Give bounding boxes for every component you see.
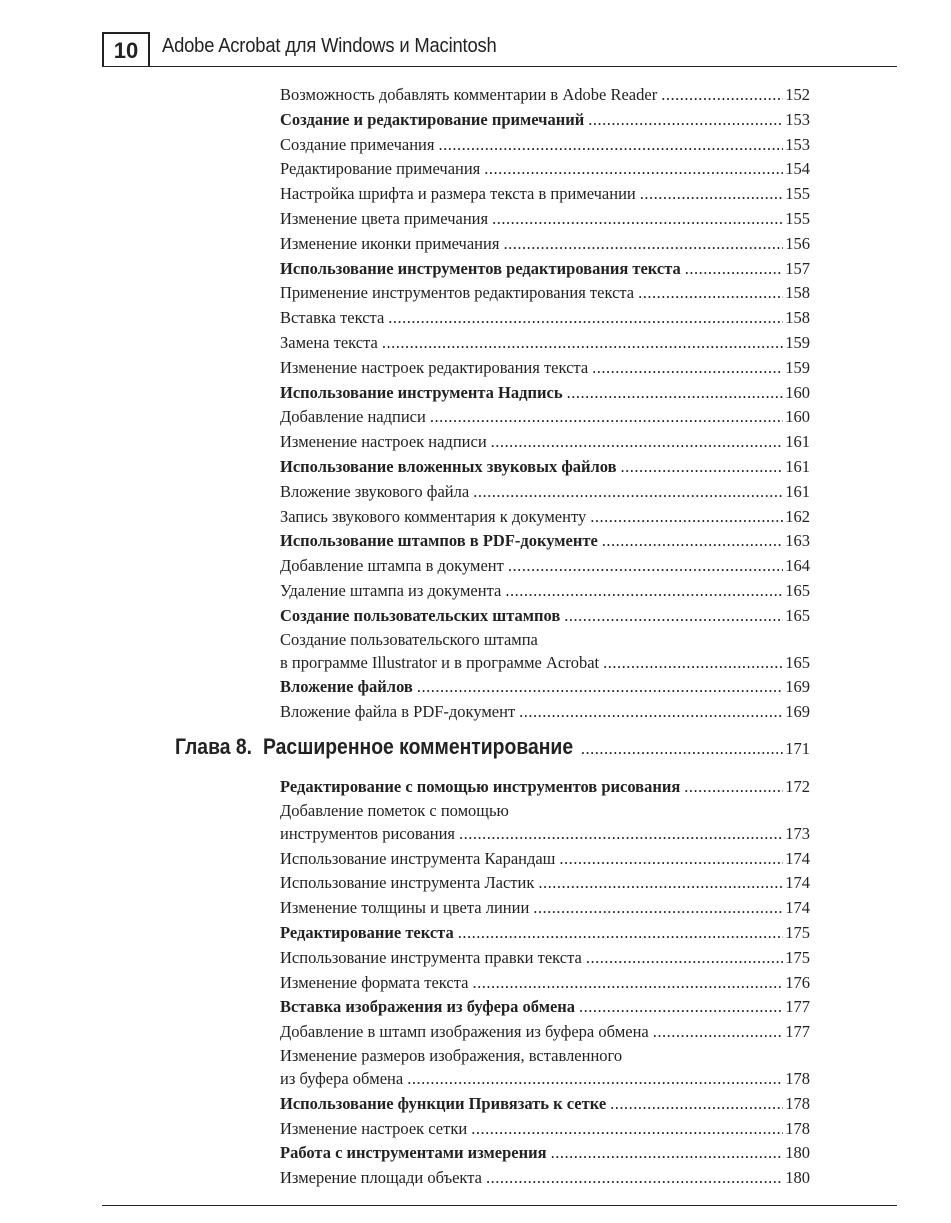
entry-page-number: 169 bbox=[785, 702, 810, 722]
entry-page-number: 165 bbox=[785, 652, 810, 672]
entry-title-line1: Создание пользовательского штампа bbox=[280, 629, 538, 649]
leader-dots bbox=[685, 257, 783, 282]
toc-section-entry bbox=[280, 604, 810, 629]
entry-title: Работа с инструментами измерения bbox=[280, 1143, 547, 1163]
entry-page-number: 159 bbox=[785, 357, 810, 377]
entry-page-number: 174 bbox=[785, 848, 810, 868]
toc-section-entry bbox=[280, 108, 810, 133]
entry-title-line1: Добавление пометок с помощью bbox=[280, 800, 509, 820]
entry-page-number: 173 bbox=[785, 823, 810, 843]
entry-title: Изменение иконки примечания bbox=[280, 233, 500, 253]
leader-dots bbox=[564, 604, 783, 629]
header-rule bbox=[102, 66, 897, 67]
toc-subsection-entry bbox=[280, 356, 810, 381]
leader-dots bbox=[602, 529, 783, 554]
entry-page-number: 153 bbox=[785, 109, 810, 129]
entry-title: Изменение настроек сетки bbox=[280, 1118, 468, 1138]
toc-subsection-entry bbox=[280, 871, 810, 896]
entry-title: Замена текста bbox=[280, 332, 378, 352]
leader-dots bbox=[551, 1141, 784, 1166]
toc-section-entry bbox=[280, 1141, 810, 1166]
entry-title: Удаление штампа из документа bbox=[280, 580, 502, 600]
leader-dots bbox=[505, 579, 783, 604]
leader-dots bbox=[621, 455, 784, 480]
toc-section-entry bbox=[280, 675, 810, 700]
entry-page-number: 158 bbox=[785, 283, 810, 303]
toc-subsection-entry bbox=[280, 1117, 810, 1142]
leader-dots bbox=[492, 207, 783, 232]
entry-page-number: 178 bbox=[785, 1068, 810, 1088]
toc-subsection-entry bbox=[280, 232, 810, 257]
leader-dots bbox=[592, 356, 783, 381]
entry-page-number: 160 bbox=[785, 407, 810, 427]
entry-page-number: 174 bbox=[785, 873, 810, 893]
entry-page-number: 178 bbox=[785, 1093, 810, 1113]
toc-subsection-entry bbox=[280, 971, 810, 996]
leader-dots bbox=[459, 822, 783, 847]
toc-subsection-entry bbox=[280, 579, 810, 604]
toc-subsection-entry bbox=[280, 505, 810, 530]
toc-subsection-entry bbox=[280, 405, 810, 430]
entry-title: Применение инструментов редактирования текста bbox=[280, 283, 635, 303]
entry-title: Добавление штампа в документ bbox=[280, 556, 504, 576]
running-header bbox=[102, 32, 897, 68]
leader-dots bbox=[586, 946, 783, 971]
entry-title: Изменение толщины и цвета линии bbox=[280, 898, 530, 918]
entry-title: Добавление надписи bbox=[280, 407, 426, 427]
toc-subsection-entry bbox=[280, 554, 810, 579]
toc-subsection-entry bbox=[280, 157, 810, 182]
entry-page-number: 160 bbox=[785, 382, 810, 402]
leader-dots bbox=[458, 921, 784, 946]
toc-section-entry bbox=[280, 455, 810, 480]
leader-dots bbox=[603, 651, 783, 676]
footer-rule bbox=[102, 1205, 897, 1206]
entry-title: Использование штампов в PDF-документе bbox=[280, 531, 598, 551]
entry-page-number: 178 bbox=[785, 1118, 810, 1138]
leader-dots bbox=[430, 405, 783, 430]
chapter-number: Глава 8. bbox=[175, 734, 253, 759]
entry-title: Изменение настроек надписи bbox=[280, 432, 487, 452]
entry-page-number: 165 bbox=[785, 580, 810, 600]
leader-dots bbox=[471, 1117, 783, 1142]
entry-title: Добавление в штамп изображения из буфера обмена bbox=[280, 1022, 649, 1042]
leader-dots bbox=[590, 505, 783, 530]
leader-dots bbox=[472, 971, 783, 996]
leader-dots bbox=[638, 281, 783, 306]
entry-page-number: 177 bbox=[785, 997, 810, 1017]
leader-dots bbox=[538, 871, 783, 896]
toc-subsection-entry bbox=[280, 182, 810, 207]
entry-page-number: 152 bbox=[785, 85, 810, 104]
toc-list-top bbox=[280, 83, 810, 725]
entry-title-line1: Изменение размеров изображения, вставленного bbox=[280, 1045, 623, 1065]
entry-title: Вложение файла в PDF-документ bbox=[280, 702, 516, 722]
entry-page-number: 177 bbox=[785, 1022, 810, 1042]
entry-page-number: 175 bbox=[785, 947, 810, 967]
entry-title: Возможность добавлять комментарии в Adobe Reader bbox=[280, 85, 658, 104]
toc-list-bottom bbox=[280, 775, 810, 1191]
entry-page-number: 161 bbox=[785, 432, 810, 452]
leader-dots bbox=[579, 995, 783, 1020]
toc-subsection-entry bbox=[280, 847, 810, 872]
leader-dots bbox=[503, 232, 783, 257]
entry-page-number: 155 bbox=[785, 208, 810, 228]
leader-dots bbox=[491, 430, 784, 455]
entry-title: Изменение формата текста bbox=[280, 972, 469, 992]
entry-row bbox=[280, 651, 810, 676]
toc-section-entry bbox=[280, 921, 810, 946]
entry-title: Использование инструментов редактирования текста bbox=[280, 258, 681, 278]
entry-page-number: 169 bbox=[785, 677, 810, 697]
entry-page-number: 157 bbox=[785, 258, 810, 278]
toc-subsection-entry bbox=[280, 946, 810, 971]
entry-page-number: 158 bbox=[785, 308, 810, 328]
entry-row bbox=[280, 1067, 810, 1092]
leader-dots bbox=[567, 381, 784, 406]
toc-subsection-entry bbox=[280, 306, 810, 331]
entry-title: Настройка шрифта и размера текста в примечании bbox=[280, 184, 636, 204]
chapter-title: Расширенное комментирование bbox=[262, 734, 573, 759]
entry-title: в программе Illustrator и в программе Acrobat bbox=[280, 652, 600, 672]
entry-page-number: 172 bbox=[785, 777, 810, 796]
entry-page-number: 176 bbox=[785, 972, 810, 992]
running-title: Adobe Acrobat для Windows и Macintosh bbox=[162, 35, 497, 57]
toc-subsection-entry bbox=[280, 1166, 810, 1191]
entry-page-number: 159 bbox=[785, 332, 810, 352]
entry-page-number: 174 bbox=[785, 898, 810, 918]
chapter-page: 171 bbox=[785, 739, 810, 758]
entry-page-number: 165 bbox=[785, 605, 810, 625]
entry-title: Вложение файлов bbox=[280, 677, 413, 697]
toc-section-entry bbox=[280, 995, 810, 1020]
leader-dots bbox=[486, 1166, 783, 1191]
entry-page-number: 154 bbox=[785, 159, 810, 179]
leader-dots bbox=[508, 554, 783, 579]
entry-title: Изменение настроек редактирования текста bbox=[280, 357, 589, 377]
leader-dots bbox=[519, 700, 783, 725]
entry-title: Создание и редактирование примечаний bbox=[280, 109, 585, 129]
chapter-heading bbox=[175, 734, 810, 770]
entry-title: Редактирование примечания bbox=[280, 159, 481, 179]
entry-title: Вставка текста bbox=[280, 308, 385, 328]
toc-subsection-entry bbox=[280, 700, 810, 725]
leader-dots bbox=[684, 775, 783, 800]
leader-dots bbox=[610, 1092, 783, 1117]
entry-page-number: 180 bbox=[785, 1168, 810, 1188]
entry-title: Запись звукового комментария к документу bbox=[280, 506, 587, 526]
entry-title: Использование инструмента Надпись bbox=[280, 382, 563, 402]
leader-dots bbox=[438, 133, 783, 158]
entry-page-number: 161 bbox=[785, 456, 810, 476]
entry-page-number: 153 bbox=[785, 134, 810, 154]
toc-section-entry bbox=[280, 775, 810, 800]
leader-dots bbox=[417, 675, 783, 700]
entry-title: Использование инструмента Карандаш bbox=[280, 848, 556, 868]
toc-section-entry bbox=[280, 381, 810, 406]
toc-subsection-entry bbox=[280, 430, 810, 455]
leader-dots bbox=[382, 331, 783, 356]
leader-dots bbox=[484, 157, 783, 182]
entry-page-number: 156 bbox=[785, 233, 810, 253]
entry-page-number: 175 bbox=[785, 922, 810, 942]
entry-title: Вставка изображения из буфера обмена bbox=[280, 997, 576, 1017]
entry-title: Использование инструмента Ластик bbox=[280, 873, 535, 893]
toc-section-entry bbox=[280, 529, 810, 554]
leader-dots bbox=[407, 1067, 783, 1092]
entry-title: Создание пользовательских штампов bbox=[280, 605, 561, 625]
leader-dots bbox=[559, 847, 783, 872]
entry-title: Создание примечания bbox=[280, 134, 435, 154]
entry-title: Редактирование текста bbox=[280, 922, 454, 942]
entry-title: Редактирование с помощью инструментов рисования bbox=[280, 777, 681, 796]
toc-subsection-entry bbox=[280, 629, 810, 676]
toc-subsection-entry bbox=[280, 207, 810, 232]
toc-section-entry bbox=[280, 1092, 810, 1117]
entry-title: Использование функции Привязать к сетке bbox=[280, 1093, 607, 1113]
toc-subsection-entry bbox=[280, 1045, 810, 1092]
leader-dots bbox=[581, 739, 783, 759]
leader-dots bbox=[473, 480, 783, 505]
leader-dots bbox=[653, 1020, 783, 1045]
toc-subsection-entry bbox=[280, 331, 810, 356]
entry-page-number: 161 bbox=[785, 481, 810, 501]
leader-dots bbox=[388, 306, 783, 331]
entry-title: Использование вложенных звуковых файлов bbox=[280, 456, 617, 476]
entry-page-number: 155 bbox=[785, 184, 810, 204]
leader-dots bbox=[661, 83, 783, 108]
toc-subsection-entry bbox=[280, 83, 810, 108]
entry-title: инструментов рисования bbox=[280, 823, 456, 843]
leader-dots bbox=[588, 108, 783, 133]
toc-subsection-entry bbox=[280, 1020, 810, 1045]
leader-dots bbox=[640, 182, 784, 207]
leader-dots bbox=[533, 896, 783, 921]
toc-subsection-entry bbox=[280, 281, 810, 306]
toc-subsection-entry bbox=[280, 133, 810, 158]
entry-page-number: 180 bbox=[785, 1143, 810, 1163]
toc-subsection-entry bbox=[280, 480, 810, 505]
entry-page-number: 162 bbox=[785, 506, 810, 526]
page-number: 10 bbox=[102, 32, 150, 66]
entry-title: Измерение площади объекта bbox=[280, 1168, 482, 1188]
toc-subsection-entry bbox=[280, 800, 810, 847]
entry-title: Изменение цвета примечания bbox=[280, 208, 489, 228]
entry-title: Использование инструмента правки текста bbox=[280, 947, 582, 967]
entry-title: из буфера обмена bbox=[280, 1068, 404, 1088]
toc-section-entry bbox=[280, 257, 810, 282]
entry-row bbox=[280, 822, 810, 847]
entry-title: Вложение звукового файла bbox=[280, 481, 470, 501]
toc-subsection-entry bbox=[280, 896, 810, 921]
entry-page-number: 163 bbox=[785, 531, 810, 551]
entry-page-number: 164 bbox=[785, 556, 810, 576]
